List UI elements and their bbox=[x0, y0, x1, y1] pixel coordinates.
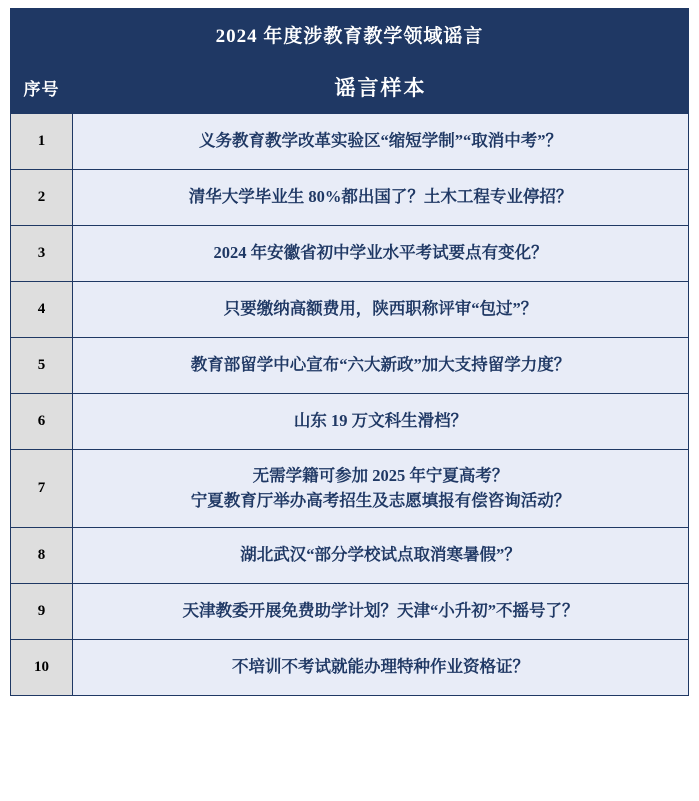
column-header-sequence: 序号 bbox=[11, 61, 73, 114]
table-row bbox=[11, 394, 689, 450]
table-body bbox=[11, 9, 689, 696]
row-sample-line: 山东 19 万文科生滑档？ bbox=[293, 411, 468, 431]
table-row bbox=[11, 282, 689, 338]
row-sequence: 1 bbox=[11, 114, 73, 170]
table-row bbox=[11, 584, 689, 640]
page-title: 2024 年度涉教育教学领域谣言 bbox=[11, 9, 689, 61]
row-sequence: 9 bbox=[11, 584, 73, 640]
row-sample bbox=[73, 170, 689, 226]
table-row bbox=[11, 450, 689, 528]
row-sample bbox=[73, 640, 689, 696]
table-row bbox=[11, 170, 689, 226]
row-sequence: 10 bbox=[11, 640, 73, 696]
row-sequence: 5 bbox=[11, 338, 73, 394]
row-sequence: 2 bbox=[11, 170, 73, 226]
row-sequence: 3 bbox=[11, 226, 73, 282]
row-sample bbox=[73, 450, 689, 528]
row-sample-line: 宁夏教育厅举办高考招生及志愿填报有偿咨询活动？ bbox=[190, 490, 571, 510]
column-header-sample: 谣言样本 bbox=[73, 61, 689, 114]
row-sample-line: 不培训不考试就能办理特种作业资格证？ bbox=[232, 657, 530, 677]
title-row bbox=[11, 9, 689, 61]
row-sample-line: 无需学籍可参加 2025 年宁夏高考？ bbox=[252, 465, 509, 485]
row-sample-line: 天津教委开展免费助学计划？天津“小升初”不摇号了？ bbox=[182, 601, 579, 621]
rumor-table bbox=[10, 8, 689, 696]
row-sample-line: 教育部留学中心宣布“六大新政”加大支持留学力度？ bbox=[190, 355, 571, 375]
row-sequence: 7 bbox=[11, 450, 73, 528]
row-sample bbox=[73, 338, 689, 394]
row-sample bbox=[73, 282, 689, 338]
row-sample bbox=[73, 394, 689, 450]
table-row bbox=[11, 338, 689, 394]
table-row bbox=[11, 226, 689, 282]
row-sample bbox=[73, 528, 689, 584]
row-sample bbox=[73, 226, 689, 282]
header-row bbox=[11, 61, 689, 114]
row-sequence: 4 bbox=[11, 282, 73, 338]
row-sequence: 6 bbox=[11, 394, 73, 450]
row-sequence: 8 bbox=[11, 528, 73, 584]
table-row bbox=[11, 640, 689, 696]
row-sample-line: 义务教育教学改革实验区“缩短学制”“取消中考”？ bbox=[199, 131, 563, 151]
row-sample-line: 2024 年安徽省初中学业水平考试要点有变化？ bbox=[213, 243, 548, 263]
row-sample-line: 清华大学毕业生 80%都出国了？土木工程专业停招？ bbox=[188, 187, 573, 207]
row-sample-line: 只要缴纳高额费用，陕西职称评审“包过”？ bbox=[223, 299, 538, 319]
row-sample bbox=[73, 114, 689, 170]
row-sample bbox=[73, 584, 689, 640]
row-sample-line: 湖北武汉“部分学校试点取消寒暑假”？ bbox=[240, 545, 521, 565]
table-row bbox=[11, 528, 689, 584]
table-row bbox=[11, 114, 689, 170]
